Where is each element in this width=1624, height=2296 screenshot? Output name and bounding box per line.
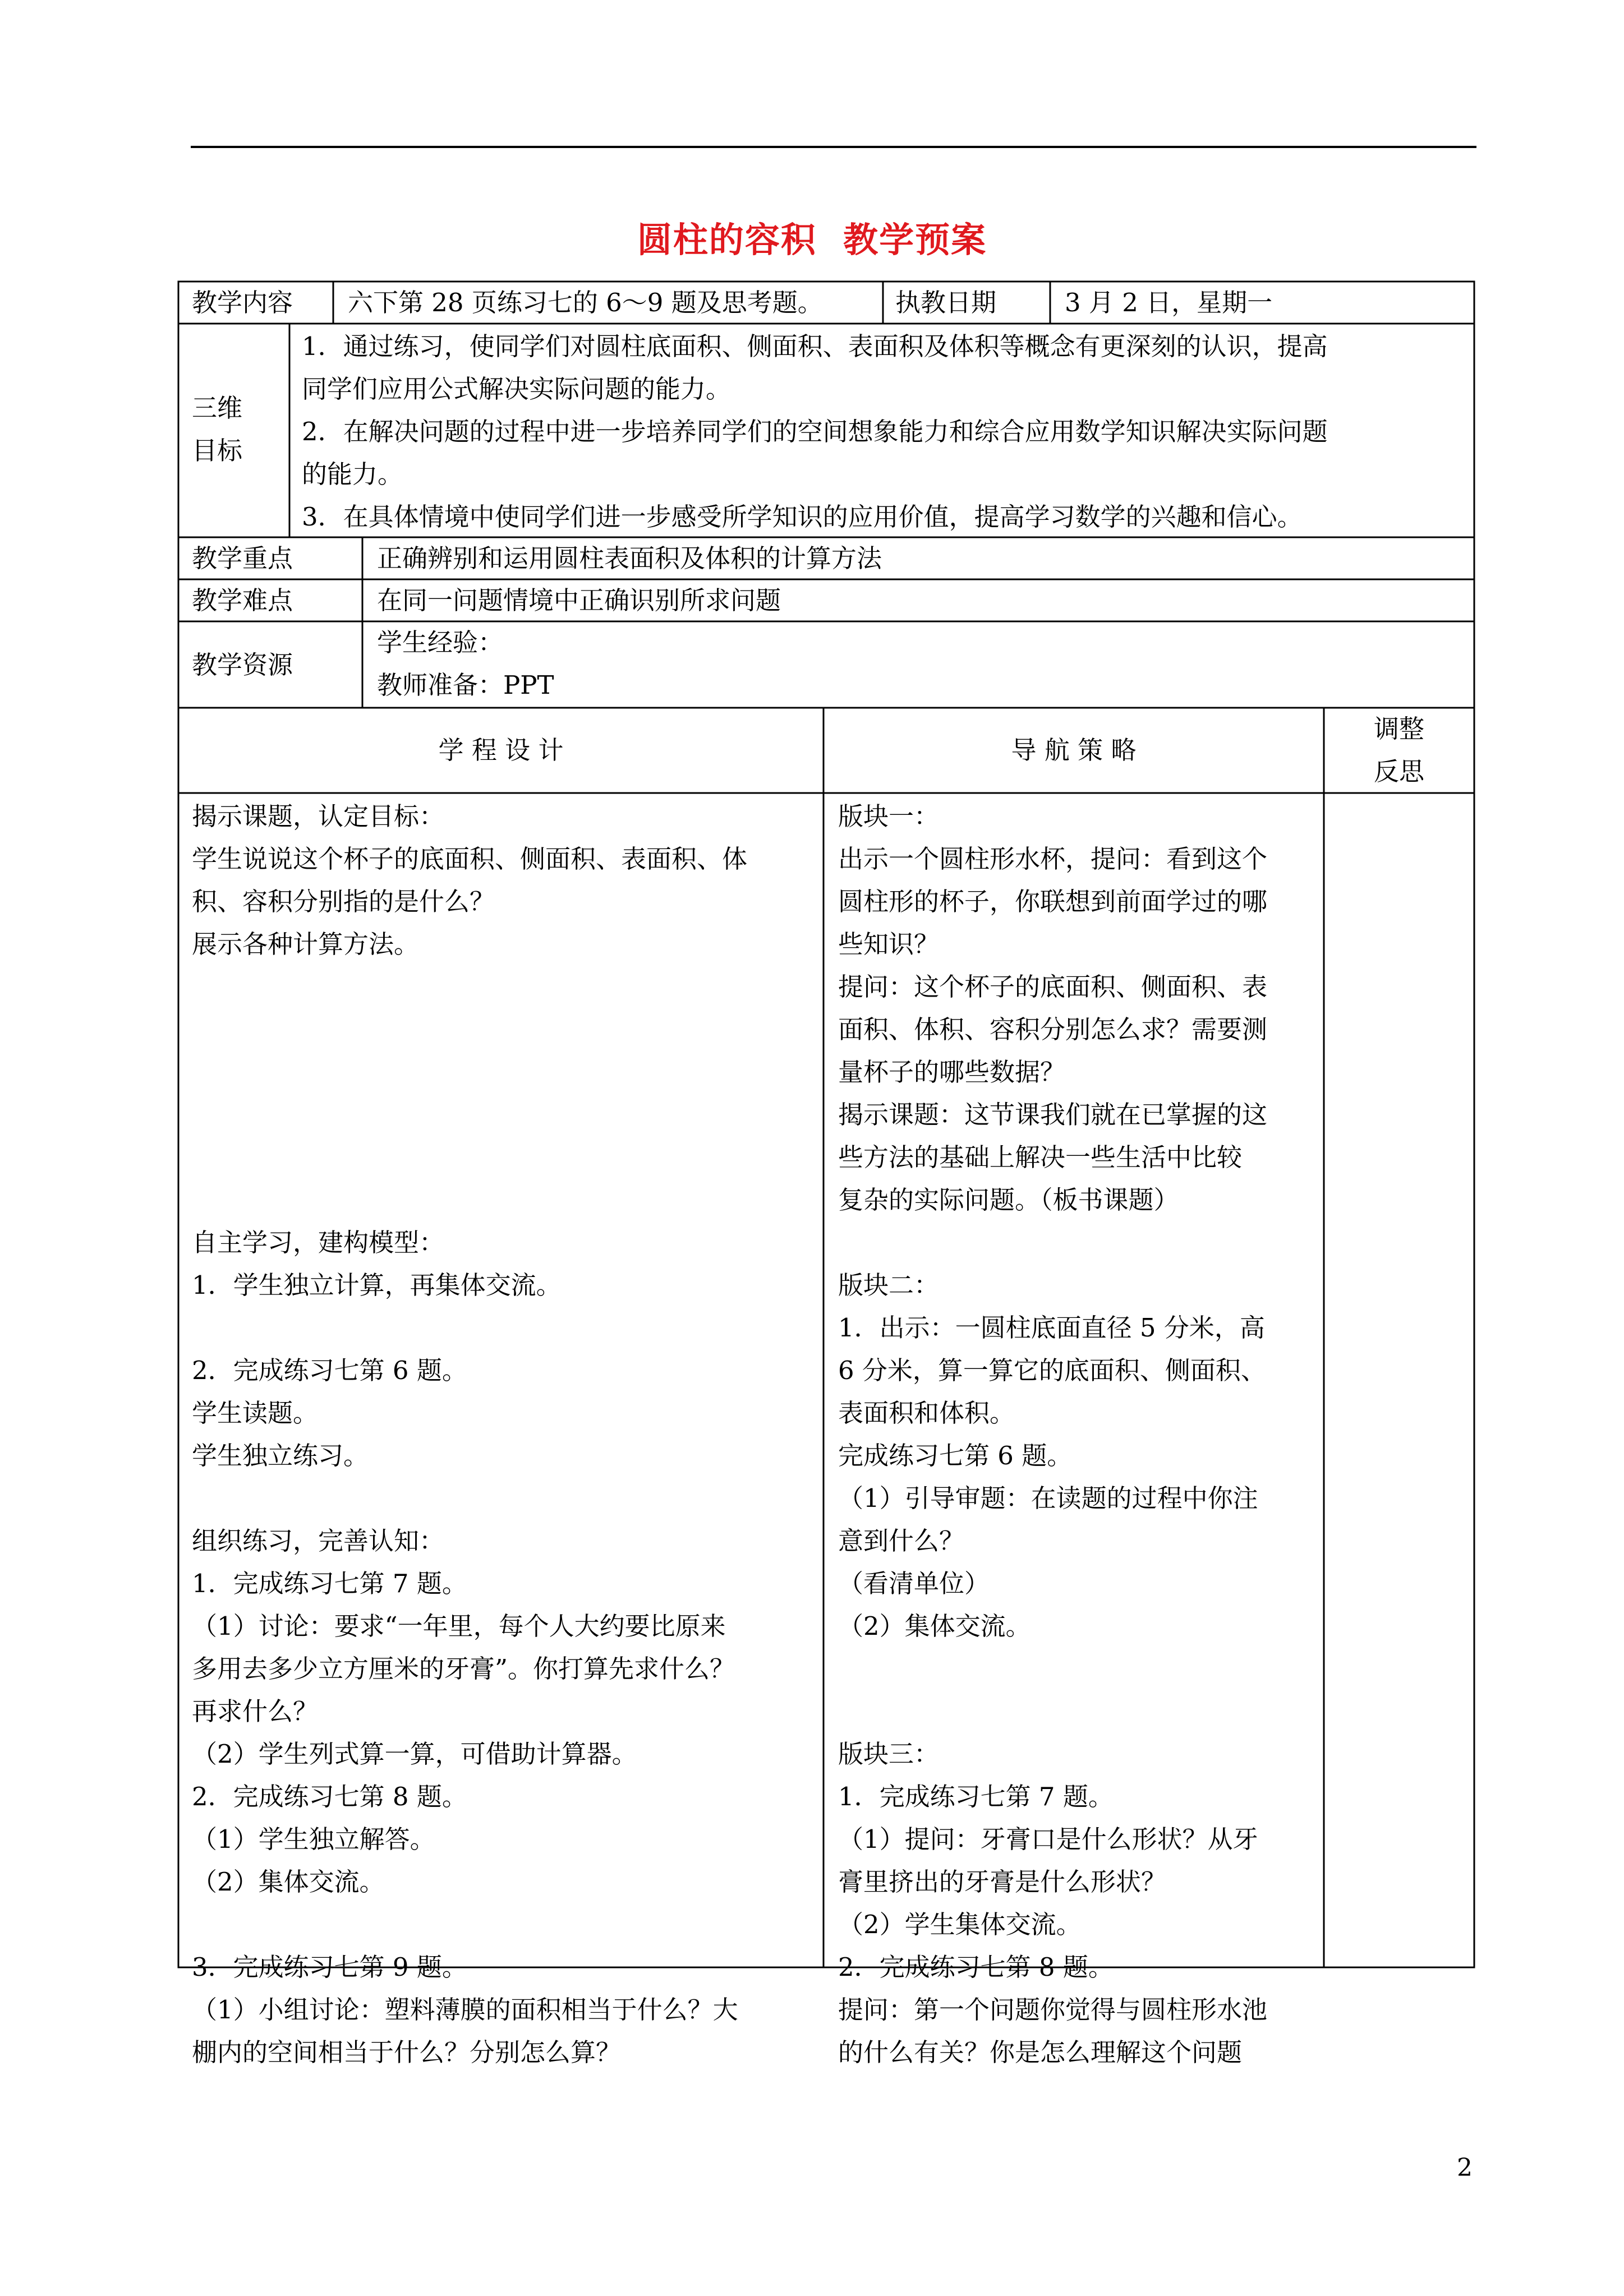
goals-label-2: 目标 — [192, 436, 243, 465]
strategy-line: 些方法的基础上解决一些生活中比较 — [838, 1142, 1243, 1172]
design-line: 1．学生独立计算，再集体交流。 — [192, 1270, 562, 1300]
page-number: 2 — [1457, 2154, 1473, 2182]
goal-line: 的能力。 — [302, 459, 403, 489]
strategy-line: 2．完成练习七第 8 题。 — [838, 1952, 1114, 1982]
resources-label: 教学资源 — [192, 650, 293, 680]
design-line: （1）讨论：要求“一年里，每个人大约要比原来 — [192, 1611, 726, 1641]
strategy-line: 出示一个圆柱形水杯，提问：看到这个 — [838, 844, 1268, 874]
strategy-line: 1．出示：一圆柱底面直径 5 分米，高 — [838, 1313, 1265, 1343]
design-line: （1）学生独立解答。 — [192, 1824, 435, 1854]
date-label: 执教日期 — [895, 288, 997, 317]
design-line: 自主学习，建构模型： — [192, 1228, 445, 1257]
strategy-line: 提问：第一个问题你觉得与圆柱形水池 — [838, 1995, 1268, 2025]
design-line: 多用去多少立方厘米的牙膏”。你打算先求什么？ — [192, 1654, 735, 1684]
strategy-line: 些知识？ — [838, 929, 940, 959]
design-line: 3．完成练习七第 9 题。 — [192, 1952, 467, 1982]
design-line: 揭示课题，认定目标： — [192, 801, 445, 831]
goal-line: 3．在具体情境中使同学们进一步感受所学知识的应用价值，提高学习数学的兴趣和信心。 — [302, 502, 1303, 532]
date-value: 3 月 2 日，星期一 — [1065, 288, 1273, 317]
strategy-line: 版块三： — [838, 1739, 940, 1769]
design-line: 学生独立练习。 — [192, 1441, 369, 1470]
design-line: 展示各种计算方法。 — [192, 929, 420, 959]
strategy-line: （1）引导审题：在读题的过程中你注 — [838, 1483, 1258, 1513]
goal-line: 2．在解决问题的过程中进一步培养同学们的空间想象能力和综合应用数学知识解决实际问题 — [302, 417, 1328, 446]
strategy-line: 的什么有关？你是怎么理解这个问题 — [838, 2037, 1243, 2067]
strategy-line: 完成练习七第 6 题。 — [838, 1441, 1073, 1470]
strategy-line: 揭示课题：这节课我们就在已掌握的这 — [838, 1100, 1268, 1129]
strategy-line: 6 分米，算一算它的底面积、侧面积、 — [838, 1356, 1266, 1385]
focus-value: 正确辨别和运用圆柱表面积及体积的计算方法 — [377, 543, 882, 573]
content-label: 教学内容 — [192, 288, 293, 317]
strategy-column-header: 导 航 策 略 — [1011, 735, 1137, 765]
goal-line: 同学们应用公式解决实际问题的能力。 — [302, 374, 732, 404]
header-rule — [191, 146, 1476, 148]
design-line: 2．完成练习七第 8 题。 — [192, 1782, 467, 1811]
strategy-line: 面积、体积、容积分别怎么求？需要测 — [838, 1015, 1268, 1044]
design-line: 组织练习，完善认知： — [192, 1526, 445, 1556]
strategy-line: 圆柱形的杯子，你联想到前面学过的哪 — [838, 887, 1268, 916]
strategy-line: 复杂的实际问题。（板书课题） — [838, 1185, 1179, 1215]
design-line: 棚内的空间相当于什么？分别怎么算？ — [192, 2037, 622, 2067]
strategy-line: 意到什么？ — [838, 1526, 965, 1556]
strategy-line: 1．完成练习七第 7 题。 — [838, 1782, 1114, 1811]
strategy-line: （2）学生集体交流。 — [838, 1910, 1082, 1939]
content-value: 六下第 28 页练习七的 6～9 题及思考题。 — [348, 288, 823, 317]
strategy-line: （2）集体交流。 — [838, 1611, 1031, 1641]
strategy-line: 量杯子的哪些数据？ — [838, 1057, 1066, 1087]
design-line: （1）小组讨论：塑料薄膜的面积相当于什么？大 — [192, 1995, 738, 2025]
resources-line: 学生经验： — [377, 628, 504, 657]
design-line: 1．完成练习七第 7 题。 — [192, 1569, 467, 1598]
resources-line: 教师准备：PPT — [377, 670, 554, 700]
document-title: 圆柱的容积 教学预案 — [637, 219, 987, 260]
design-line: （2）集体交流。 — [192, 1867, 385, 1897]
design-line: 学生说说这个杯子的底面积、侧面积、表面积、体 — [192, 844, 748, 874]
strategy-line: 膏里挤出的牙膏是什么形状？ — [838, 1867, 1167, 1897]
difficulty-label: 教学难点 — [192, 585, 293, 615]
strategy-line: （看清单位） — [838, 1569, 990, 1598]
design-column-header: 学 程 设 计 — [438, 735, 564, 765]
goals-label-1: 三维 — [192, 393, 243, 423]
strategy-line: 提问：这个杯子的底面积、侧面积、表 — [838, 972, 1268, 1002]
reflect-column-header-1: 调整 — [1373, 714, 1424, 744]
design-line: 积、容积分别指的是什么？ — [192, 887, 495, 916]
design-line: 2．完成练习七第 6 题。 — [192, 1356, 467, 1385]
focus-label: 教学重点 — [192, 543, 293, 573]
design-line: （2）学生列式算一算，可借助计算器。 — [192, 1739, 637, 1769]
design-line: 学生读题。 — [192, 1398, 319, 1428]
strategy-line: 版块二： — [838, 1270, 940, 1300]
reflect-column-header-2: 反思 — [1373, 757, 1424, 786]
design-line: 再求什么？ — [192, 1696, 319, 1726]
strategy-line: （1）提问：牙膏口是什么形状？从牙 — [838, 1824, 1258, 1854]
difficulty-value: 在同一问题情境中正确识别所求问题 — [377, 585, 781, 615]
strategy-line: 版块一： — [838, 801, 940, 831]
strategy-line: 表面积和体积。 — [838, 1398, 1015, 1428]
goal-line: 1．通过练习，使同学们对圆柱底面积、侧面积、表面积及体积等概念有更深刻的认识，提高 — [302, 331, 1328, 361]
